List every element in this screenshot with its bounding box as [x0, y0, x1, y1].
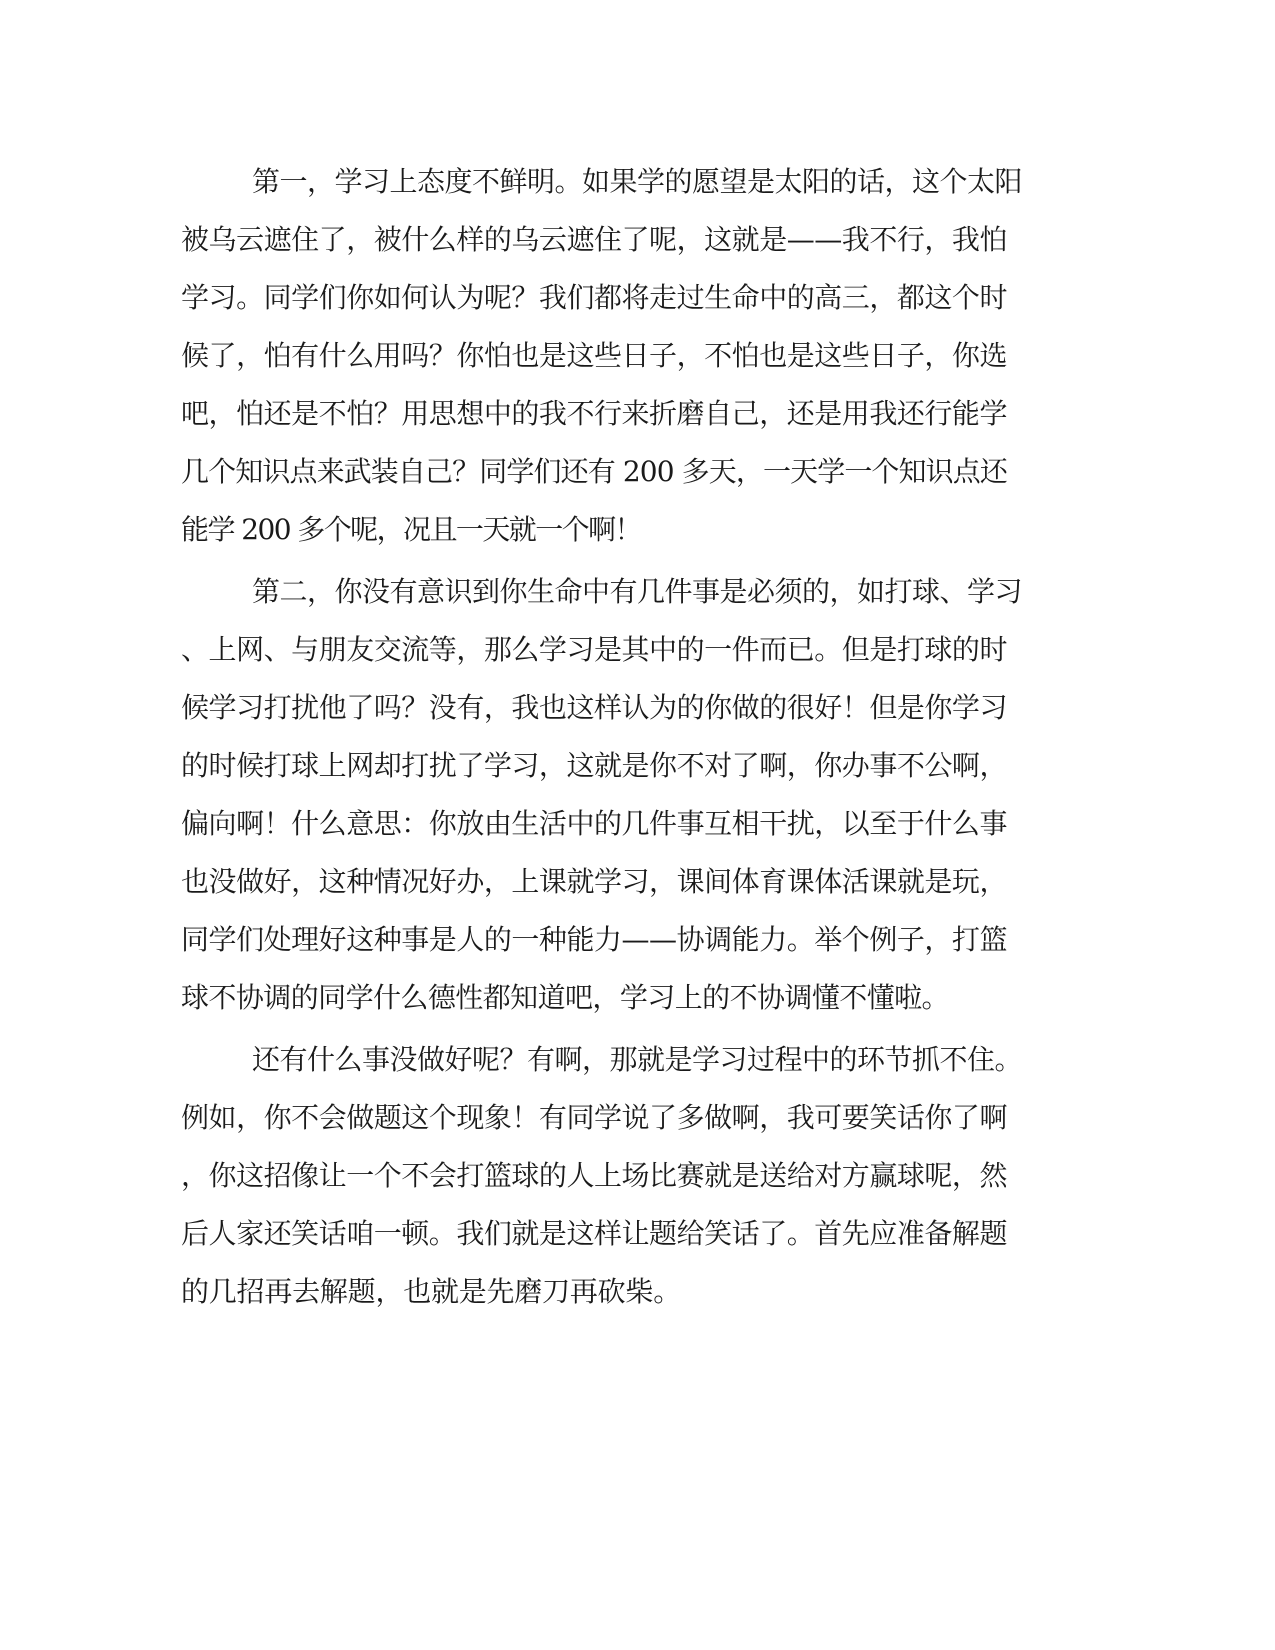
- text-line-19: 后人家还笑话咱一顿。我们就是这样让题给笑话了。首先应准备解题: [181, 1217, 1007, 1250]
- text-line-18: ，你这招像让一个不会打篮球的人上场比赛就是送给对方赢球呢，然: [181, 1159, 1007, 1192]
- text-line-11: 的时候打球上网却打扰了学习，这就是你不对了啊，你办事不公啊，: [181, 749, 1007, 782]
- text-line-10: 候学习打扰他了吗？没有，我也这样认为的你做的很好！但是你学习: [181, 691, 1007, 724]
- text-line-1: 第一，学习上态度不鲜明。如果学的愿望是太阳的话，这个太阳: [252, 165, 1022, 198]
- text-line-3: 学习。同学们你如何认为呢？我们都将走过生命中的高三，都这个时: [181, 281, 1007, 314]
- text-line-17: 例如，你不会做题这个现象！有同学说了多做啊，我可要笑话你了啊: [181, 1101, 1007, 1134]
- text-line-6: 几个知识点来武装自己？同学们还有 200 多天，一天学一个知识点还: [181, 455, 1007, 488]
- text-line-5: 吧，怕还是不怕？用思想中的我不行来折磨自己，还是用我还行能学: [181, 397, 1007, 430]
- text-line-2: 被乌云遮住了，被什么样的乌云遮住了呢，这就是——我不行，我怕: [181, 223, 1007, 256]
- text-line-7: 能学 200 多个呢，况且一天就一个啊！: [181, 513, 641, 546]
- text-line-8: 第二，你没有意识到你生命中有几件事是必须的，如打球、学习: [252, 575, 1022, 608]
- text-line-12: 偏向啊！什么意思：你放由生活中的几件事互相干扰，以至于什么事: [181, 807, 1007, 840]
- text-line-4: 候了，怕有什么用吗？你怕也是这些日子，不怕也是这些日子，你选: [181, 339, 1007, 372]
- text-line-9: 、上网、与朋友交流等，那么学习是其中的一件而已。但是打球的时: [181, 633, 1007, 666]
- text-line-16: 还有什么事没做好呢？有啊，那就是学习过程中的环节抓不住。: [252, 1043, 1022, 1076]
- text-line-20: 的几招再去解题，也就是先磨刀再砍柴。: [181, 1275, 681, 1308]
- text-line-14: 同学们处理好这种事是人的一种能力——协调能力。举个例子，打篮: [181, 923, 1007, 956]
- text-line-13: 也没做好，这种情况好办，上课就学习，课间体育课体活课就是玩，: [181, 865, 1007, 898]
- text-line-15: 球不协调的同学什么德性都知道吧，学习上的不协调懂不懂啦。: [181, 981, 949, 1014]
